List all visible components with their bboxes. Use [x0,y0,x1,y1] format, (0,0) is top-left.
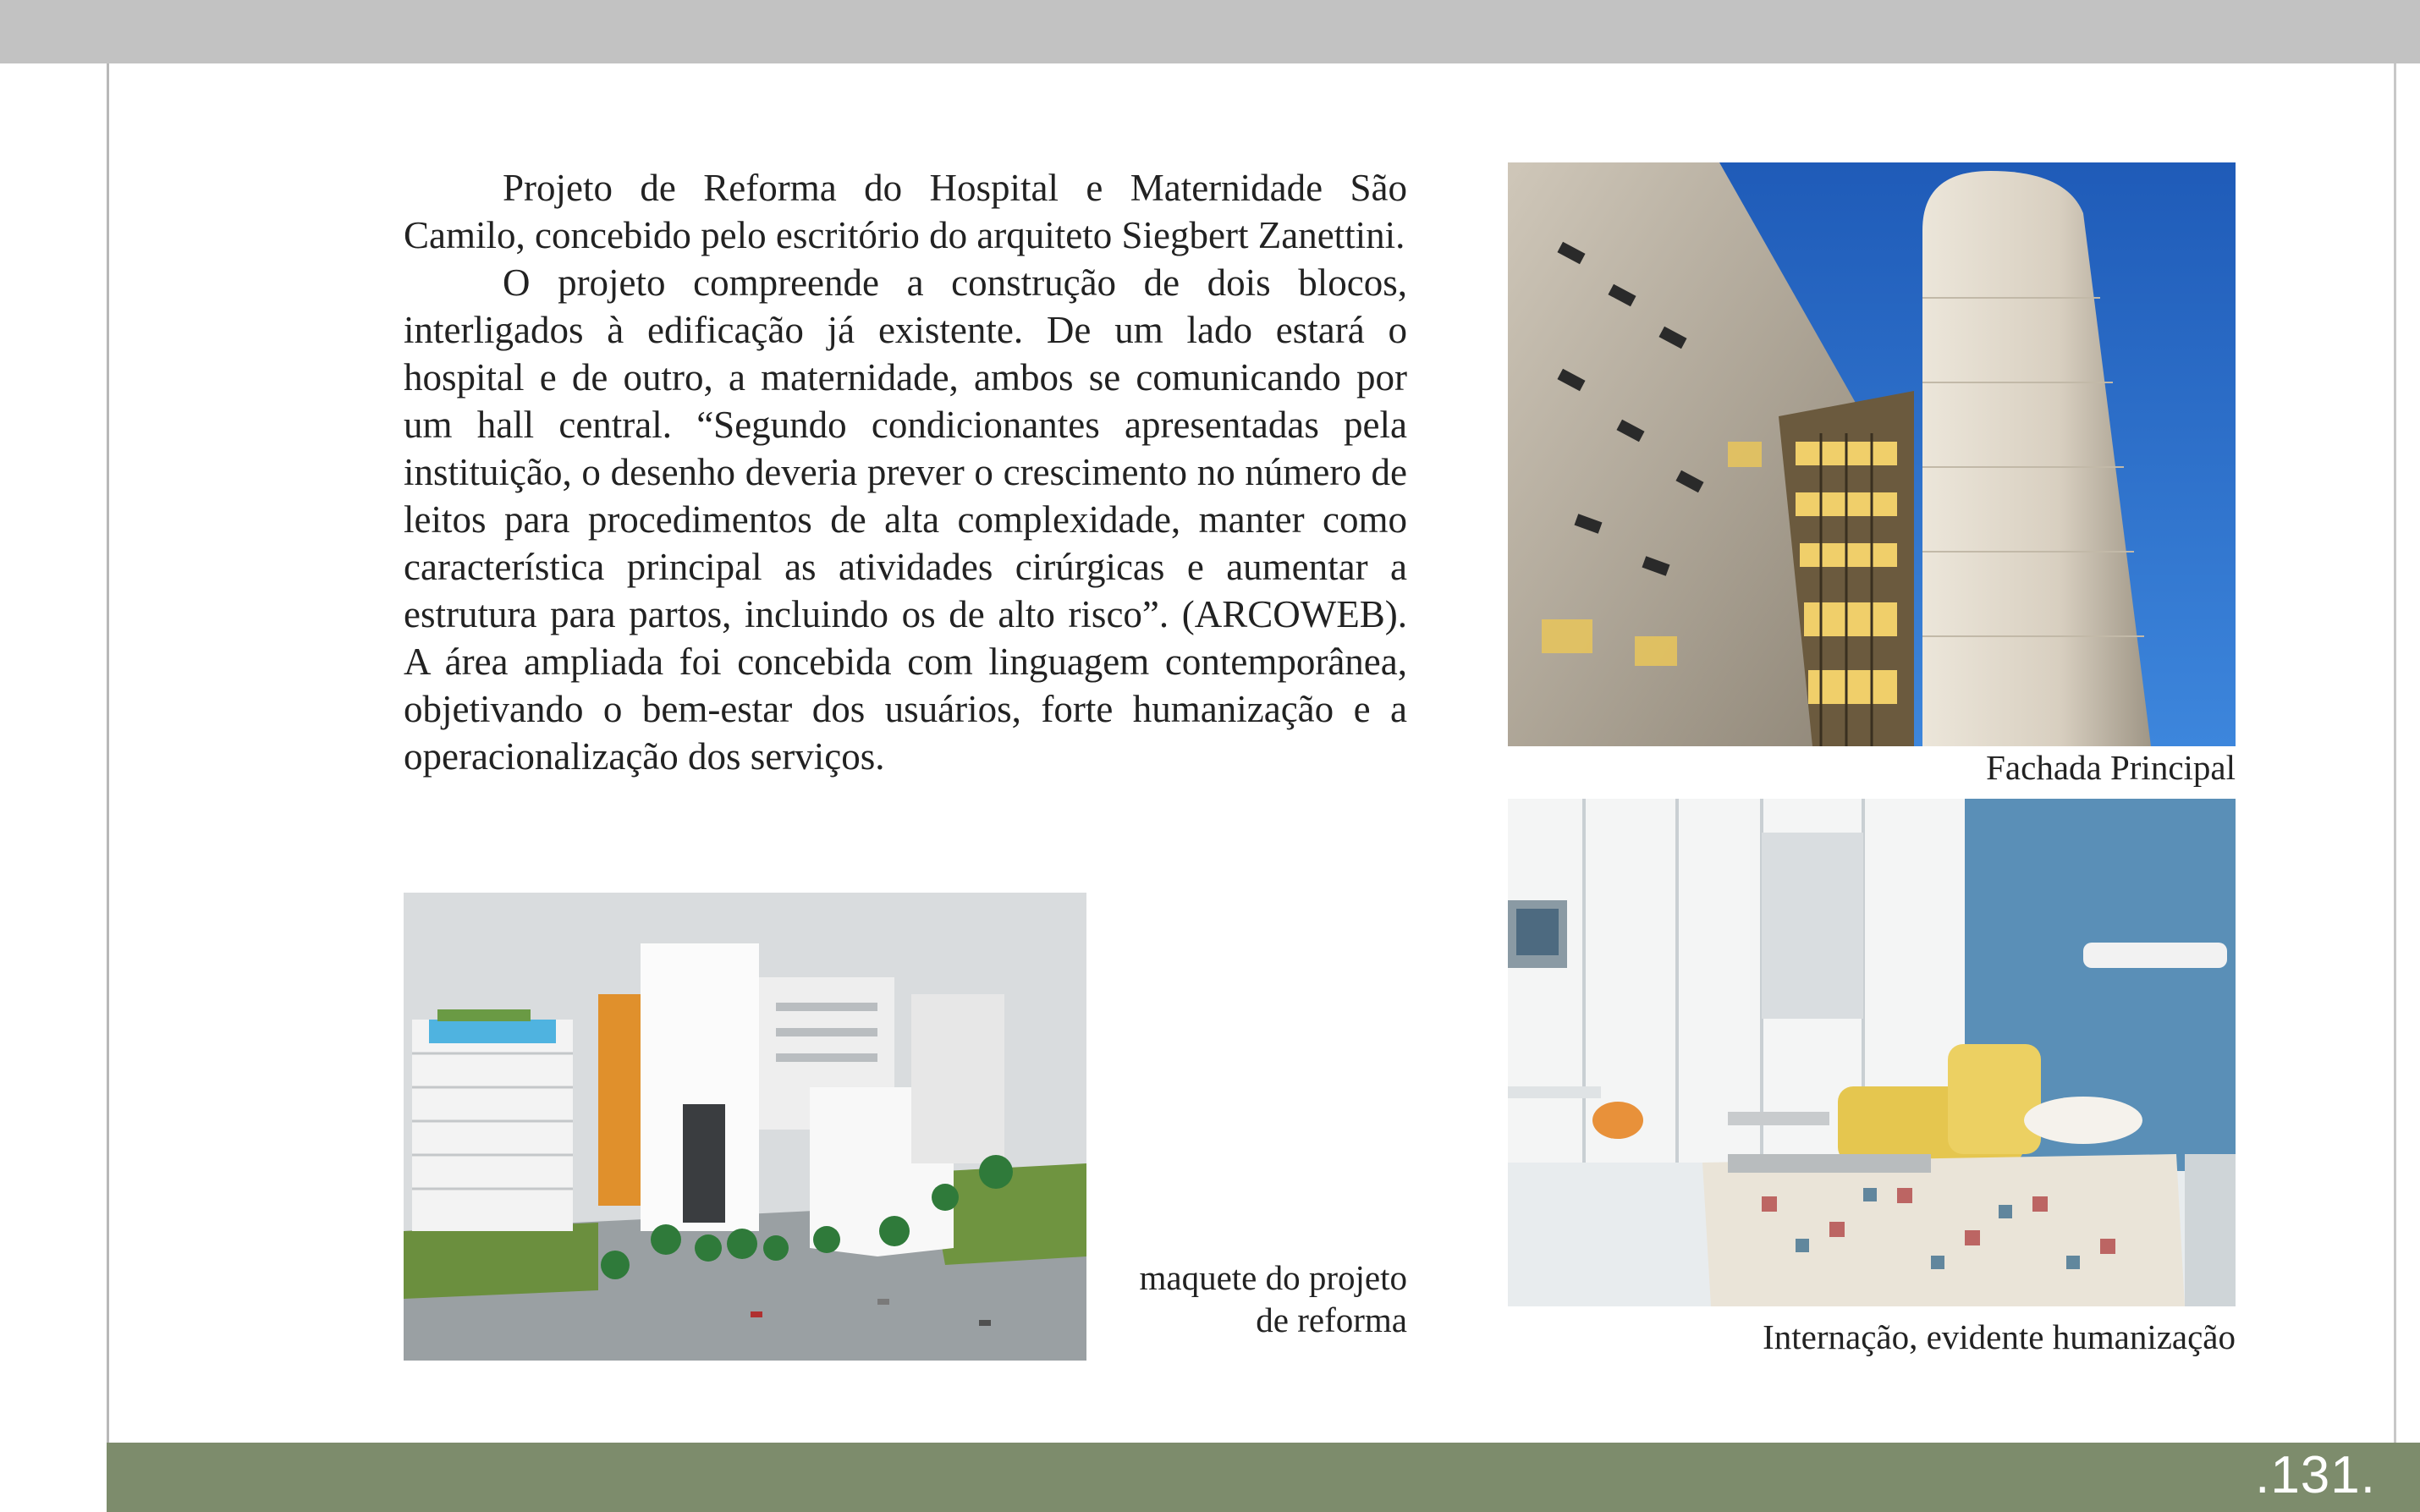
model-photo [404,893,1086,1361]
facade-caption: Fachada Principal [1986,748,2236,787]
article-paragraph: O projeto compreende a construção de dois blocos, interligados à edificação já existente. De um lado estará o hospital e de outro, a maternidade, ambos se comunicando por um hall central. “Segundo condicionantes apresentadas pela instituição, o desenho deveria prever o crescimento no número de leitos para procedimentos de alta complexidade, manter como característica principal as atividades cirúrgicas e aumentar a estrutura para partos, incluindo os de alto risco”. (ARCOWEB). A área ampliada foi concebida com linguagem contemporânea, objetivando o bem-estar dos usuários, forte humanização e a operacionalização dos serviços. [404,261,1407,778]
model-caption-line-1: maquete do projeto [1139,1258,1407,1297]
article-paragraph: Projeto de Reforma do Hospital e Maternidade São Camilo, concebido pelo escritório do arquiteto Siegbert Zanettini. [404,167,1407,256]
model-photo-image [404,893,1086,1361]
page-number: .131. [2255,1446,2376,1504]
facade-photo-image [1508,162,2236,746]
facade-photo [1508,162,2236,746]
article-body [404,164,1407,780]
right-margin-rule [2394,63,2396,1443]
bottom-bar [107,1443,2420,1512]
room-photo [1508,799,2236,1306]
model-caption-line-2: de reforma [1256,1300,1407,1339]
top-bar [0,0,2420,63]
room-caption: Internação, evidente humanização [1763,1317,2236,1356]
left-margin-rule [107,63,109,1443]
room-photo-image [1508,799,2236,1306]
